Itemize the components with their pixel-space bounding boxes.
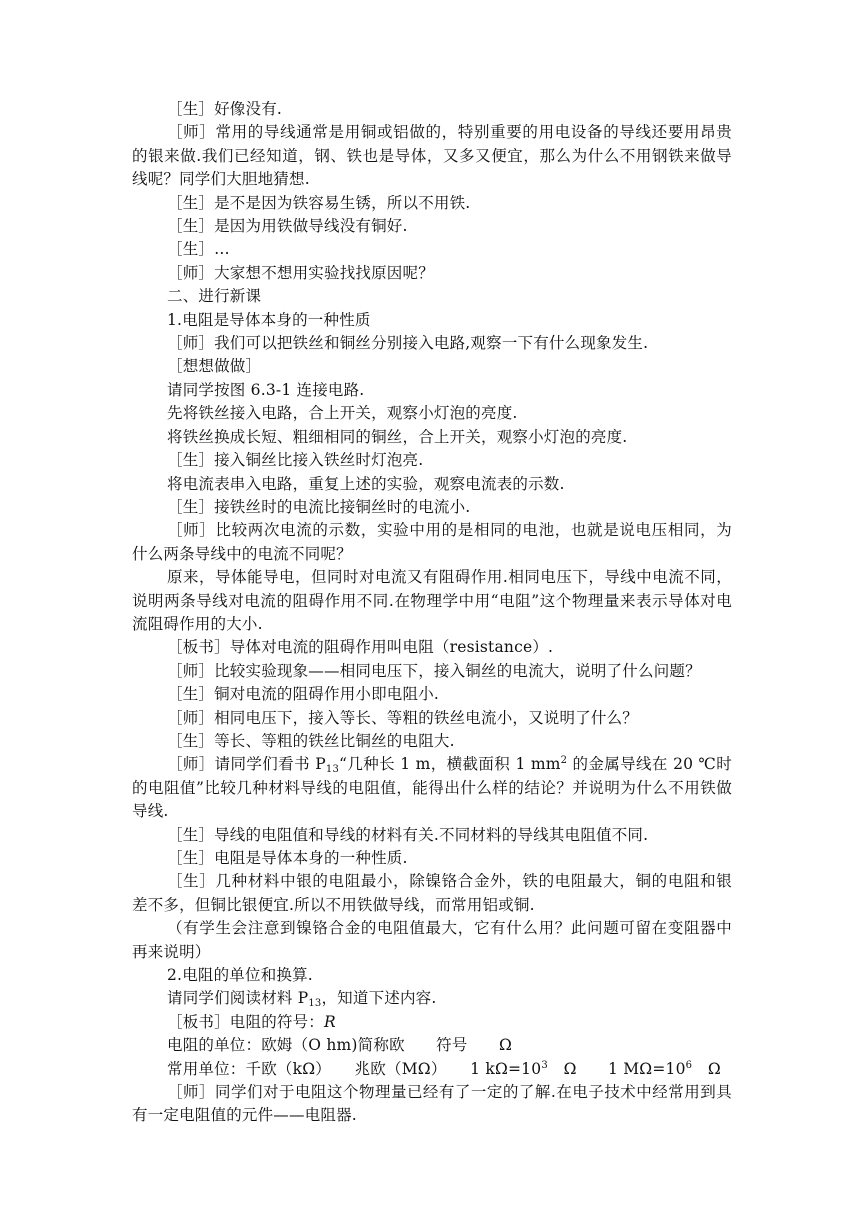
paragraph	[132, 753, 732, 823]
paragraph: ［板书］导体对电流的阻碍作用叫电阻（resistance）.	[167, 638, 554, 657]
paragraph: ［生］导线的电阻值和导线的材料有关.不同材料的导线其电阻值不同.	[167, 825, 649, 844]
paragraph: 原来，导体能导电，但同时对电流又有阻碍作用.相同电压下，导线中电流不同，说明两条导线对电流的阻碍作用不同.在物理学中用“电阻”这个物理量来表示导体对电流阻碍作用的大小.	[132, 568, 732, 633]
paragraph: ［想想做做］	[167, 357, 262, 376]
paragraph: ［师］比较两次电流的示数，实验中用的是相同的电池，也就是说电压相同，为什么两条导线中的电流不同呢？	[132, 521, 732, 563]
paragraph: ［师］比较实验现象——相同电压下，接入铜丝的电流大，说明了什么问题？	[167, 661, 701, 680]
paragraph: ［生］等长、等粗的铁丝比铜丝的电阻大.	[167, 731, 455, 750]
paragraph	[132, 987, 732, 1010]
paragraph: ［师］同学们对于电阻这个物理量已经有了一定的了解.在电子技术中经常用到具有一定电阻值的元件——电阻器.	[132, 1083, 732, 1125]
resistance-symbol: R	[324, 1012, 336, 1031]
paragraph	[132, 1011, 732, 1034]
superscript: 2	[560, 755, 568, 767]
text-run: Ω	[692, 1059, 721, 1078]
paragraph: ［生］好像没有.	[167, 100, 283, 118]
document-page	[132, 98, 732, 1128]
subscript: 13	[325, 764, 340, 776]
text-run: “几种长 1 m，横截面积 1 mm	[339, 755, 561, 774]
text-run: Ω 1 MΩ=10	[547, 1059, 686, 1078]
paragraph: ［师］大家想不想用实验找找原因呢？	[167, 263, 434, 282]
superscript: 3	[541, 1059, 548, 1071]
paragraph: ［生］是因为用铁做导线没有铜好.	[167, 217, 408, 236]
paragraph: ［生］几种材料中银的电阻最小，除镍铬合金外，铁的电阻最大，铜的电阻和银差不多，但铜比银便宜.所以不用铁做导线，而常用铝或铜.	[132, 872, 732, 914]
subsection-heading: 1.电阻是导体本身的一种性质	[167, 310, 371, 329]
paragraph: 将电流表串入电路，重复上述的实验，观察电流表的示数.	[167, 474, 565, 493]
text-run: ［师］请同学们看书 P	[167, 755, 326, 774]
paragraph: ［生］铜对电流的阻碍作用小即电阻小.	[167, 685, 440, 704]
paragraph: ［生］是不是因为铁容易生锈，所以不用铁.	[167, 193, 471, 212]
paragraph: ［生］…	[167, 240, 230, 259]
paragraph: 将铁丝换成长短、粗细相同的铜丝，合上开关，观察小灯泡的亮度.	[167, 427, 628, 446]
paragraph: ［生］电阻是导体本身的一种性质.	[167, 849, 408, 867]
text-run: ［板书］电阻的符号：	[167, 1012, 325, 1031]
paragraph: ［师］常用的导线通常是用铜或铝做的，特别重要的用电设备的导线还要用昂贵的银来做.我们已经知道，钢、铁也是导体，又多又便宜，那么为什么不用钢铁来做导线呢？同学们大胆地猜想.	[132, 123, 732, 189]
subsection-heading: 2.电阻的单位和换算.	[167, 966, 313, 985]
text-run: 常用单位：千欧（kΩ） 兆欧（MΩ） 1 kΩ=10	[167, 1059, 542, 1078]
section-heading: 二、进行新课	[167, 287, 262, 306]
paragraph	[132, 1058, 732, 1081]
subscript: 13	[308, 998, 322, 1010]
superscript: 6	[685, 1059, 693, 1071]
text-run: 请同学们阅读材料 P	[167, 989, 309, 1008]
paragraph: ［生］接入铜丝比接入铁丝时灯泡亮.	[167, 451, 424, 470]
text-run: ，知道下述内容.	[321, 989, 437, 1008]
paragraph: 请同学按图 6.3-1 连接电路.	[167, 380, 365, 399]
paragraph: （有学生会注意到镍铬合金的电阻值最大，它有什么用？此问题可留在变阻器中再来说明）	[132, 919, 732, 961]
text-run: 的金属导线在 20 ℃时的电阻值”比较几种材料导线的电阻值，能得出什么样的结论？并说明为什么不用铁做导线.	[132, 755, 732, 821]
paragraph: ［生］接铁丝时的电流比接铜丝时的电流小.	[167, 497, 471, 516]
paragraph: 电阻的单位：欧姆（O hm)简称欧 符号 Ω	[167, 1036, 513, 1055]
paragraph: 先将铁丝接入电路，合上开关，观察小灯泡的亮度.	[167, 404, 518, 423]
paragraph: ［师］我们可以把铁丝和铜丝分别接入电路,观察一下有什么现象发生.	[167, 334, 649, 353]
paragraph: ［师］相同电压下，接入等长、等粗的铁丝电流小，又说明了什么？	[167, 708, 639, 727]
